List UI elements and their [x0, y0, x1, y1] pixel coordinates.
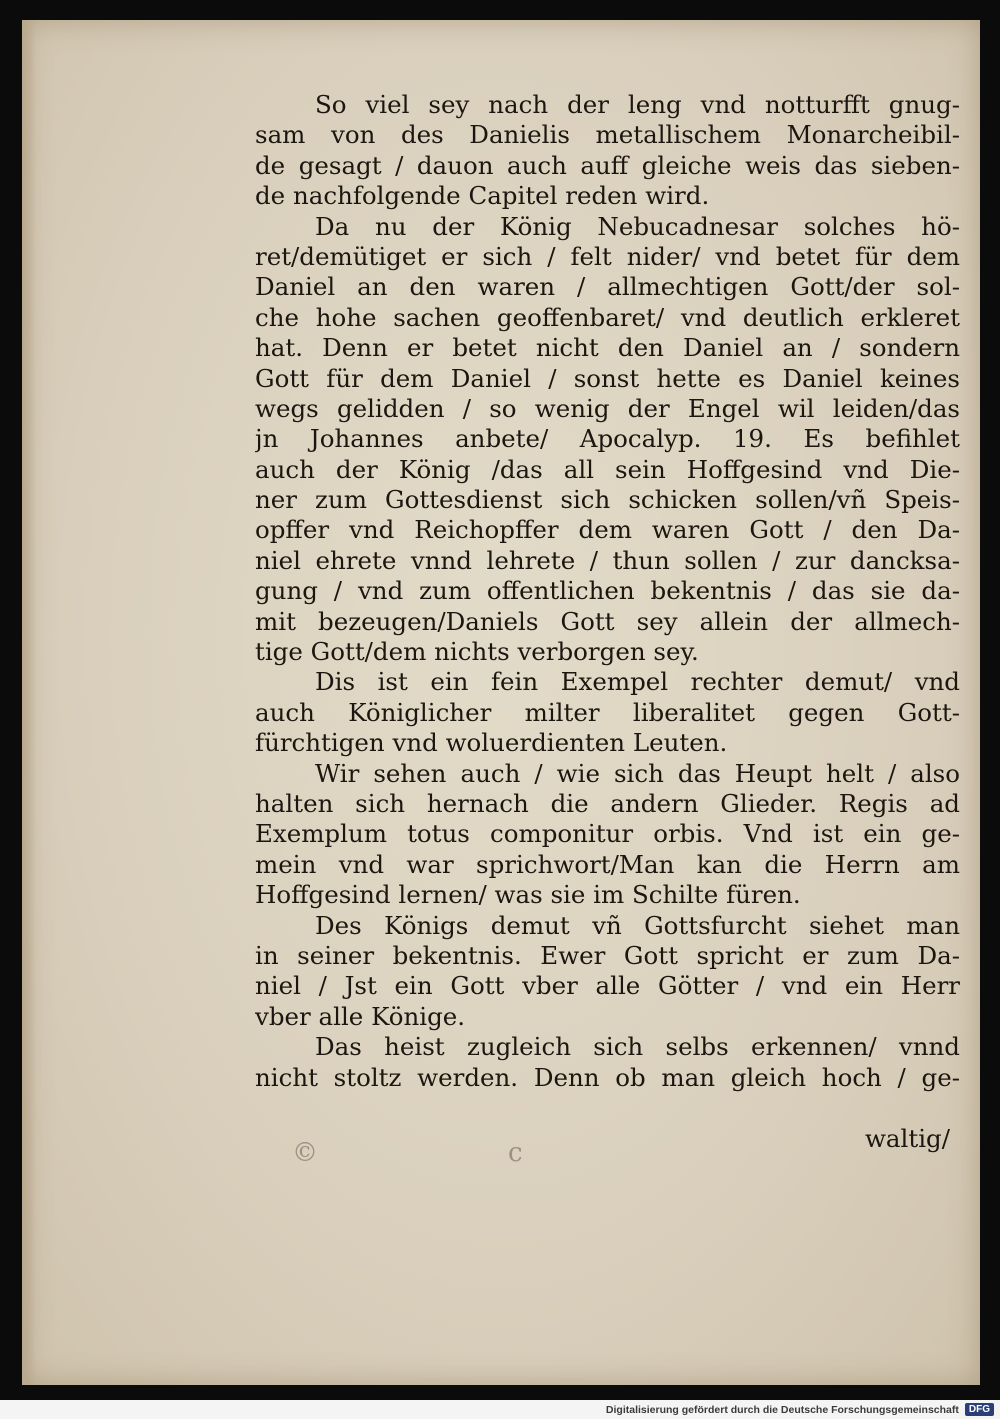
text-line: auch der König /das all sein Hoffgesind vnd Die-: [255, 454, 960, 484]
text-line: Da nu der König Nebucadnesar solches hö-: [315, 211, 960, 241]
text-line: ner zum Gottesdienst sich schicken sollen/vñ Speis-: [255, 485, 960, 515]
text-line: in seiner bekentnis. Ewer Gott spricht er zum Da-: [255, 940, 960, 970]
text-line: hat. Denn er betet nicht den Daniel an / sondern: [255, 333, 960, 363]
ink-blot-right: c: [508, 1138, 523, 1168]
text-line: ret/demütiget er sich / felt nider/ vnd betet für dem: [255, 241, 960, 271]
text-line: niel / Jst ein Gott vber alle Götter / vnd ein Herr: [255, 971, 960, 1001]
text-line: halten sich hernach die andern Glieder. Regis ad: [255, 788, 960, 818]
text-line: gung / vnd zum offentlichen bekentnis / das sie da-: [255, 576, 960, 606]
funding-notice: Digitalisierung gefördert durch die Deutsche Forschungsgemeinschaft: [605, 1403, 959, 1416]
text-line: vber alle Könige.: [255, 1001, 466, 1031]
text-line: auch Königlicher milter liberalitet gegen Gott-: [255, 697, 960, 727]
text-line: tige Gott/dem nichts verborgen sey.: [255, 637, 699, 667]
catchword: waltig/: [864, 1124, 950, 1153]
text-line: niel ehrete vnnd lehrete / thun sollen / zur dancksa-: [255, 545, 960, 575]
text-line: wegs gelidden / so wenig der Engel wil leiden/das: [255, 393, 960, 423]
text-line: de gesagt / dauon auch auff gleiche weis das sieben-: [255, 150, 960, 180]
text-line: Hoffgesind lernen/ was sie im Schilte füren.: [255, 880, 801, 910]
text-line: Das heist zugleich sich selbs erkennen/ vnnd: [315, 1032, 960, 1062]
text-line: che hohe sachen geoffenbaret/ vnd deutlich erkleret: [255, 302, 960, 332]
footer-bar: [0, 1400, 1000, 1419]
body-text: [255, 90, 960, 1093]
text-line: mein vnd war sprichwort/Man kan die Herrn am: [255, 849, 960, 879]
text-line: Dis ist ein fein Exempel rechter demut/ vnd: [315, 667, 960, 697]
dfg-logo: DFG: [965, 1403, 994, 1416]
text-line: opffer vnd Reichopffer dem waren Gott / den Da-: [255, 515, 960, 545]
text-line: So viel sey nach der leng vnd notturfft gnug-: [315, 90, 960, 119]
ink-blot-left: ©: [292, 1138, 318, 1168]
text-line: de nachfolgende Capitel reden wird.: [255, 181, 710, 211]
text-line: nicht stoltz werden. Denn ob man gleich hoch / ge-: [255, 1062, 960, 1092]
text-line: Des Königs demut vñ Gottsfurcht siehet man: [315, 910, 960, 940]
page-gutter-shadow: [22, 20, 36, 1385]
text-line: Daniel an den waren / allmechtigen Gott/der sol-: [255, 272, 960, 302]
text-line: mit bezeugen/Daniels Gott sey allein der allmech-: [255, 606, 960, 636]
text-line: Gott für dem Daniel / sonst hette es Daniel keines: [255, 363, 960, 393]
text-line: fürchtigen vnd woluerdienten Leuten.: [255, 728, 728, 758]
text-line: Exemplum totus componitur orbis. Vnd ist ein ge-: [255, 819, 960, 849]
text-line: Wir sehen auch / wie sich das Heupt helt / also: [315, 758, 960, 788]
text-line: sam von des Danielis metallischem Monarcheibil-: [255, 120, 960, 150]
text-line: jn Johannes anbete/ Apocalyp. 19. Es befihlet: [255, 424, 960, 454]
